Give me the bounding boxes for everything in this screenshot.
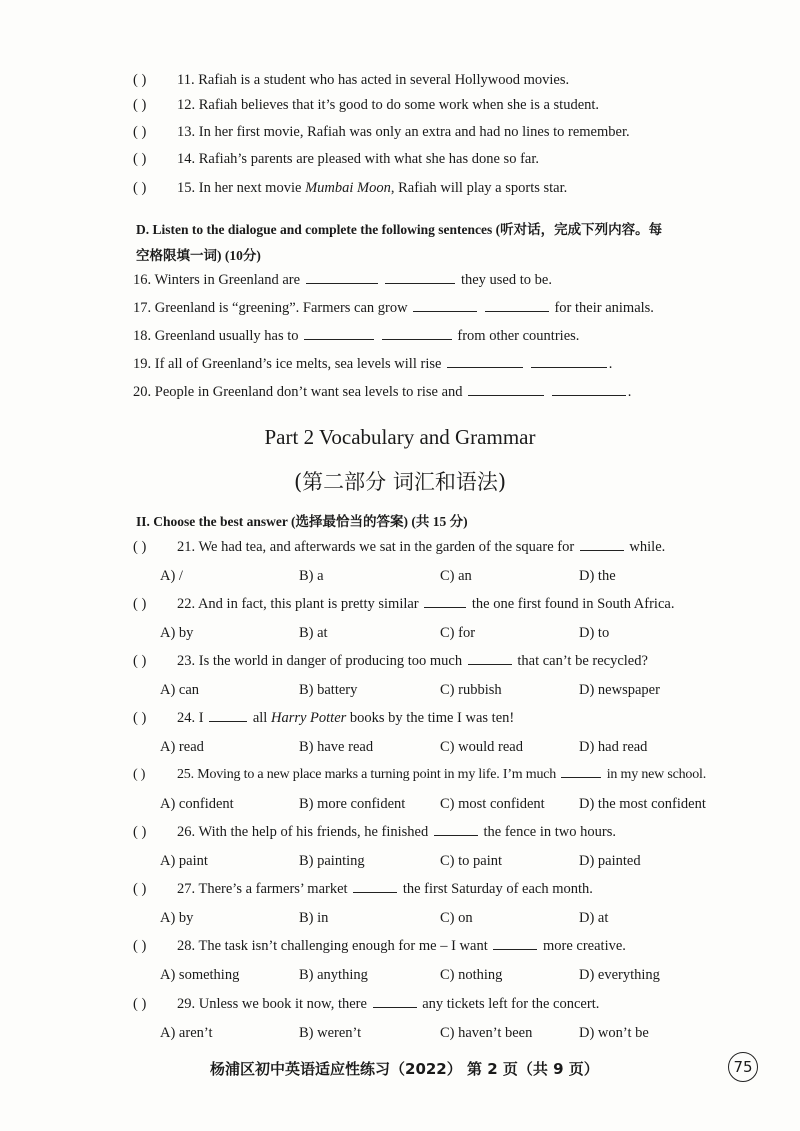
question-26 xyxy=(133,824,616,841)
question-text: books by the time I was ten! xyxy=(349,710,515,726)
answer-blank[interactable] xyxy=(468,394,544,396)
option-d[interactable]: D) won’t be xyxy=(579,1025,649,1041)
answer-blank[interactable] xyxy=(373,1006,417,1008)
question-16 xyxy=(133,272,552,289)
option-d[interactable]: D) painted xyxy=(579,853,641,869)
movie-title: Mumbai Moon xyxy=(305,180,391,196)
answer-paren[interactable]: ( ) xyxy=(133,996,147,1012)
answer-paren[interactable]: ( ) xyxy=(133,97,147,113)
option-a[interactable]: A) / xyxy=(160,568,183,584)
question-22 xyxy=(133,596,674,613)
answer-blank[interactable] xyxy=(468,663,512,665)
option-c[interactable]: C) to paint xyxy=(440,853,503,869)
option-c[interactable]: C) haven’t been xyxy=(440,1025,533,1041)
answer-paren[interactable]: ( ) xyxy=(133,824,147,840)
answer-blank[interactable] xyxy=(434,834,478,836)
option-d[interactable]: D) had read xyxy=(579,739,648,755)
answer-blank[interactable] xyxy=(424,606,466,608)
answer-blank[interactable] xyxy=(306,282,378,284)
question-text: 26. With the help of his friends, he finished xyxy=(177,824,429,840)
question-text: in my new school. xyxy=(606,767,706,782)
answer-paren[interactable]: ( ) xyxy=(133,653,147,669)
question-text: that can’t be recycled? xyxy=(517,653,648,669)
question-25 xyxy=(133,767,706,783)
question-text: , Rafiah will play a sports star. xyxy=(390,180,568,196)
question-text: . xyxy=(627,384,632,400)
question-text: all xyxy=(252,710,268,726)
answer-blank[interactable] xyxy=(304,338,374,340)
question-text: 23. Is the world in danger of producing too much xyxy=(177,653,463,669)
option-d[interactable]: D) the xyxy=(579,568,616,584)
option-c[interactable]: C) an xyxy=(440,568,472,584)
answer-paren[interactable]: ( ) xyxy=(133,180,147,196)
question-28 xyxy=(133,938,626,955)
question-text: 25. Moving to a new place marks a turning point in my life. I’m much xyxy=(177,767,557,782)
question-text: from other countries. xyxy=(457,328,580,344)
book-title: Harry Potter xyxy=(270,710,347,726)
question-text: 16. Winters in Greenland are xyxy=(133,272,301,288)
question-27 xyxy=(133,881,593,898)
option-b[interactable]: B) have read xyxy=(299,739,374,755)
question-11 xyxy=(133,72,569,89)
question-text: the first Saturday of each month. xyxy=(402,881,593,897)
option-c[interactable]: C) for xyxy=(440,625,476,641)
question-text: the fence in two hours. xyxy=(483,824,616,840)
option-c[interactable]: C) would read xyxy=(440,739,523,755)
option-b[interactable]: B) in xyxy=(299,910,329,926)
answer-blank[interactable] xyxy=(561,776,601,778)
option-a[interactable]: A) read xyxy=(160,739,204,755)
question-21 xyxy=(133,539,665,556)
answer-blank[interactable] xyxy=(580,549,624,551)
question-15 xyxy=(133,180,567,197)
question-text: the one first found in South Africa. xyxy=(471,596,675,612)
question-24 xyxy=(133,710,514,727)
answer-blank[interactable] xyxy=(552,394,626,396)
option-d[interactable]: D) everything xyxy=(579,967,660,983)
section-d-heading: D. Listen to the dialogue and complete the following sentences (听对话，完成下列内容。每 xyxy=(136,222,663,237)
question-text: more creative. xyxy=(543,938,626,954)
part-2-title: Part 2 Vocabulary and Grammar xyxy=(264,425,536,449)
question-text: 24. I xyxy=(177,710,204,726)
question-23 xyxy=(133,653,648,670)
answer-blank[interactable] xyxy=(485,310,549,312)
question-text: for their animals. xyxy=(554,300,654,316)
question-20 xyxy=(133,384,631,401)
question-text: 19. If all of Greenland’s ice melts, sea levels will rise xyxy=(133,356,442,372)
answer-blank[interactable] xyxy=(447,366,523,368)
answer-paren[interactable]: ( ) xyxy=(133,767,146,782)
question-text: 17. Greenland is “greening”. Farmers can grow xyxy=(133,300,408,316)
question-text: 13. In her first movie, Rafiah was only an extra and had no lines to remember. xyxy=(177,124,630,140)
option-a[interactable]: A) confident xyxy=(160,796,234,812)
question-text: 29. Unless we book it now, there xyxy=(177,996,367,1012)
answer-paren[interactable]: ( ) xyxy=(133,881,147,897)
question-19 xyxy=(133,356,612,373)
question-12 xyxy=(133,97,599,114)
answer-paren[interactable]: ( ) xyxy=(133,710,147,726)
question-17 xyxy=(133,300,654,317)
option-b[interactable]: B) painting xyxy=(299,853,365,869)
question-text: 14. Rafiah’s parents are pleased with what she has done so far. xyxy=(177,151,539,167)
answer-paren[interactable]: ( ) xyxy=(133,596,147,612)
option-a[interactable]: A) paint xyxy=(160,853,208,869)
section-d-heading-cont: 空格限填一词) (10分) xyxy=(136,248,261,263)
option-a[interactable]: A) by xyxy=(160,625,194,641)
question-text: 15. In her next movie xyxy=(177,180,306,196)
answer-paren[interactable]: ( ) xyxy=(133,151,147,167)
question-text: 22. And in fact, this plant is pretty similar xyxy=(177,596,419,612)
option-d[interactable]: D) the most confident xyxy=(579,796,706,812)
option-b[interactable]: B) battery xyxy=(299,682,358,698)
option-d[interactable]: D) newspaper xyxy=(579,682,660,698)
part-2-subtitle: (第二部分 词汇和语法) xyxy=(293,470,507,494)
option-a[interactable]: A) aren’t xyxy=(160,1025,213,1041)
question-text: 18. Greenland usually has to xyxy=(133,328,299,344)
answer-blank[interactable] xyxy=(209,720,247,722)
question-text: 11. Rafiah is a student who has acted in several Hollywood movies. xyxy=(177,72,570,88)
answer-blank[interactable] xyxy=(385,282,455,284)
question-text: 21. We had tea, and afterwards we sat in the garden of the square for xyxy=(177,539,575,555)
question-14 xyxy=(133,151,539,168)
answer-paren[interactable]: ( ) xyxy=(133,72,147,88)
page-footer: 杨浦区初中英语适应性练习（2022） 第 2 页（共 9 页） xyxy=(210,1060,599,1078)
option-b[interactable]: B) a xyxy=(299,568,324,584)
answer-paren[interactable]: ( ) xyxy=(133,938,147,954)
page-number-circle: 75 xyxy=(728,1052,758,1082)
question-text: 20. People in Greenland don’t want sea levels to rise and xyxy=(133,384,463,400)
option-a[interactable]: A) can xyxy=(160,682,200,698)
answer-blank[interactable] xyxy=(413,310,477,312)
option-b[interactable]: B) anything xyxy=(299,967,368,983)
answer-paren[interactable]: ( ) xyxy=(133,539,147,555)
option-d[interactable]: D) to xyxy=(579,625,610,641)
question-18 xyxy=(133,328,579,345)
answer-blank[interactable] xyxy=(382,338,452,340)
answer-blank[interactable] xyxy=(531,366,607,368)
option-c[interactable]: C) on xyxy=(440,910,473,926)
answer-paren[interactable]: ( ) xyxy=(133,124,147,140)
question-text: while. xyxy=(629,539,666,555)
question-13 xyxy=(133,124,630,141)
question-text: any tickets left for the concert. xyxy=(422,996,600,1012)
option-a[interactable]: A) by xyxy=(160,910,194,926)
question-text: 28. The task isn’t challenging enough for me – I want xyxy=(177,938,488,954)
option-c[interactable]: C) most confident xyxy=(440,796,545,812)
question-text: 27. There’s a farmers’ market xyxy=(177,881,348,897)
option-b[interactable]: B) more confident xyxy=(299,796,406,812)
section-ii-heading: II. Choose the best answer (选择最恰当的答案) (共 15 分) xyxy=(136,514,468,529)
question-text: . xyxy=(608,356,613,372)
answer-blank[interactable] xyxy=(353,891,397,893)
option-b[interactable]: B) at xyxy=(299,625,328,641)
option-c[interactable]: C) rubbish xyxy=(440,682,502,698)
option-c[interactable]: C) nothing xyxy=(440,967,503,983)
option-b[interactable]: B) weren’t xyxy=(299,1025,362,1041)
question-text: they used to be. xyxy=(460,272,552,288)
question-29 xyxy=(133,996,599,1013)
question-text: 12. Rafiah believes that it’s good to do some work when she is a student. xyxy=(177,97,600,113)
answer-blank[interactable] xyxy=(493,948,537,950)
option-a[interactable]: A) something xyxy=(160,967,240,983)
option-d[interactable]: D) at xyxy=(579,910,609,926)
